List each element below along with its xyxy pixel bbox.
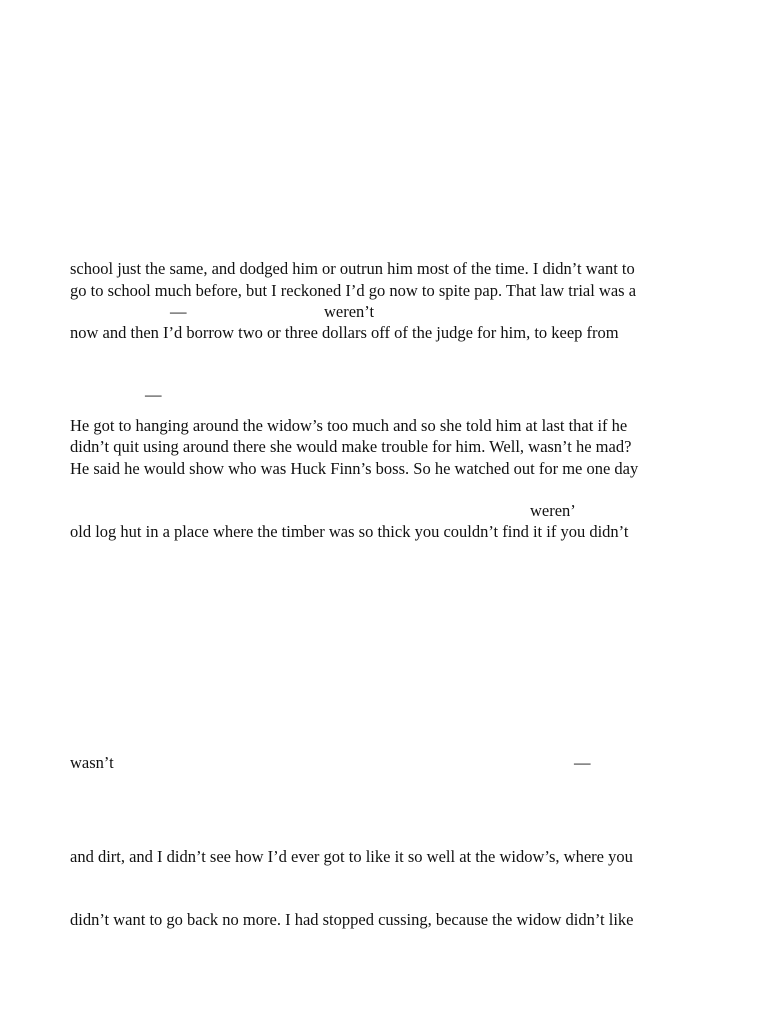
text-line-1: school just the same, and dodged him or outrun him most of the time. I didn’t want to — [70, 259, 635, 278]
text-line-9: didn’t want to go back no more. I had stopped cussing, because the widow didn’t like — [70, 910, 634, 929]
text-line-4: He got to hanging around the widow’s too much and so she told him at last that if he — [70, 416, 628, 435]
text-line-5: didn’t quit using around there she would make trouble for him. Well, wasn’t he mad? — [70, 437, 632, 456]
text-line-2: go to school much before, but I reckoned I’d go now to spite pap. That law trial was a — [70, 281, 637, 300]
text-fragment-dash: — — [574, 753, 591, 772]
text-fragment-wasnt: wasn’t — [70, 753, 114, 772]
text-fragment-werent: weren’t — [324, 302, 375, 321]
text-line-6: He said he would show who was Huck Finn’s boss. So he watched out for me one day — [70, 459, 639, 478]
text-fragment-dash: — — [170, 302, 187, 321]
text-line-8: and dirt, and I didn’t see how I’d ever got to like it so well at the widow’s, where you — [70, 847, 633, 866]
text-fragment-dash: — — [145, 385, 162, 404]
text-line-7: old log hut in a place where the timber was so thick you couldn’t find it if you didn’t — [70, 522, 629, 541]
text-line-3: now and then I’d borrow two or three dollars off of the judge for him, to keep from — [70, 323, 619, 342]
text-fragment-weren: weren’ — [530, 501, 576, 520]
